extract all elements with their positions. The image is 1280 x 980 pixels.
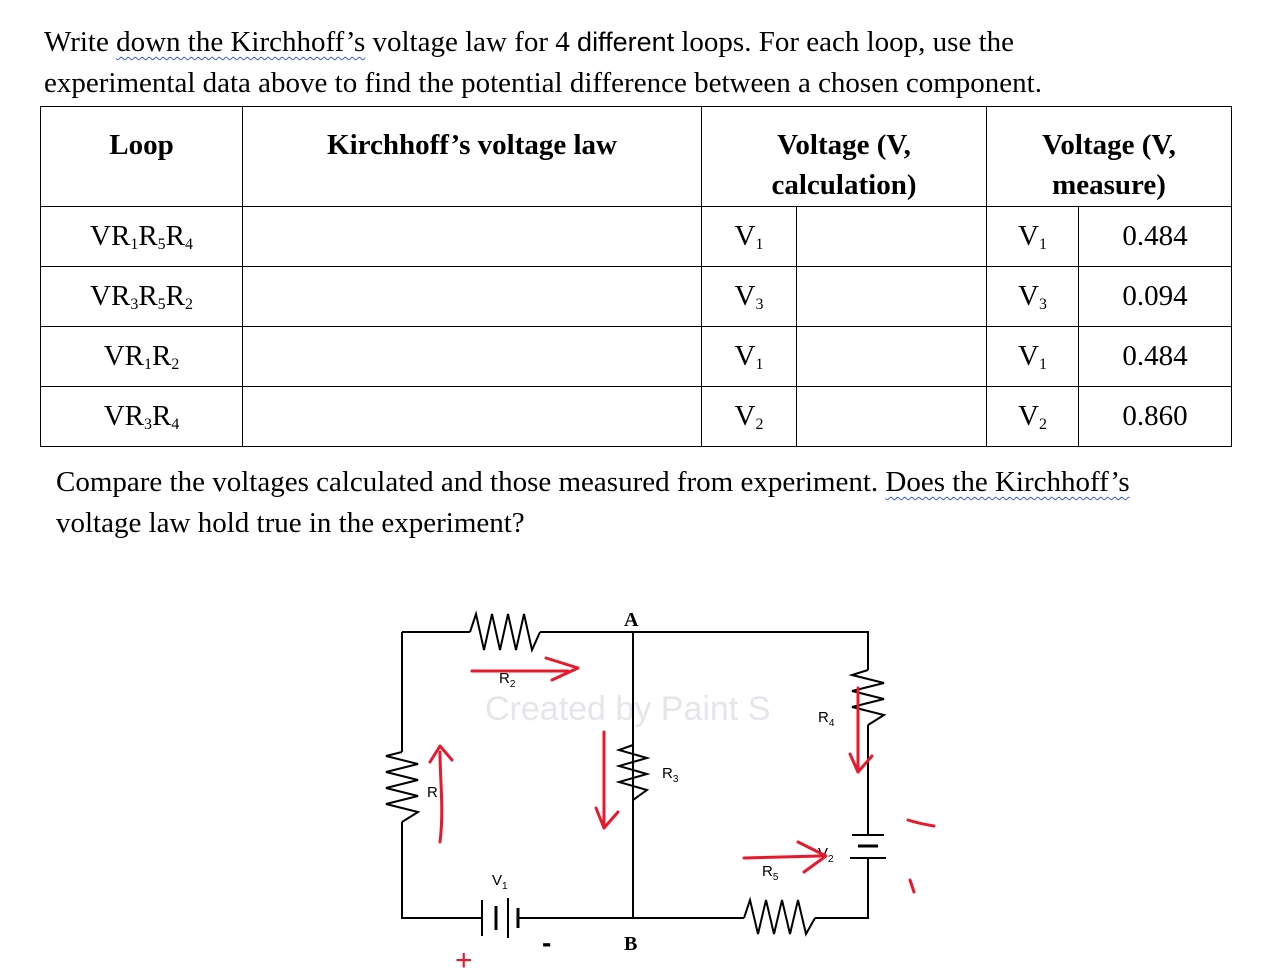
cell-calc-variable: $V_2$: [702, 387, 797, 447]
instructions-line-2: experimental data above to find the potential difference between a chosen component.: [44, 67, 1042, 99]
node-a-label: A: [624, 609, 639, 631]
table-row: [41, 267, 1232, 327]
instructions-word-different: different: [577, 27, 675, 57]
header-voltage-calculation: Voltage (V, calculation): [702, 107, 987, 207]
label-v2: $V_2$: [818, 845, 834, 865]
instructions-part-5: loops. For each loop, use the: [674, 26, 1015, 58]
minus-annotation-icon: [908, 820, 934, 826]
question-part-1: Compare the voltages calculated and those measured from experiment.: [56, 466, 886, 498]
plus-sign-annotation: +: [455, 944, 473, 977]
watermark-text: Created by Paint S: [485, 690, 771, 728]
label-r3: $R_3$: [662, 765, 679, 785]
label-v1: $V_1$: [492, 872, 508, 892]
question-underlined-phrase: Does the Kirchhoff’s: [885, 466, 1130, 498]
cell-law-empty[interactable]: [243, 207, 702, 267]
cell-law-empty[interactable]: [243, 267, 702, 327]
resistor-r2-zigzag: [470, 614, 540, 650]
current-arrow-r1-icon: [440, 752, 442, 842]
question-part-3: voltage law hold true in the experiment?: [56, 507, 525, 539]
battery-v2-icon: [850, 835, 886, 858]
table-row: [41, 387, 1232, 447]
cell-loop: $VR_1R_2$: [41, 327, 243, 387]
cell-loop: $VR_3R_4$: [41, 387, 243, 447]
label-r5: $R_5$: [762, 863, 779, 883]
instructions-underlined-phrase: down the Kirchhoff’s: [116, 26, 366, 58]
label-r2: $R_2$: [499, 670, 516, 690]
header-law: Kirchhoff’s voltage law: [243, 107, 702, 207]
battery-v1-icon: [482, 898, 518, 938]
header-voltage-measure: Voltage (V, measure): [987, 107, 1232, 207]
resistor-r1-zigzag: [386, 752, 418, 822]
minus-sign: -: [542, 927, 552, 958]
cell-calc-variable: $V_1$: [702, 207, 797, 267]
instructions-part-3: voltage law for 4: [365, 26, 578, 58]
label-r1: R: [427, 784, 438, 801]
resistor-r5-zigzag: [744, 900, 815, 934]
instructions-part-1: Write: [44, 26, 117, 58]
cell-measure-variable: $V_2$: [987, 387, 1079, 447]
label-r4: $R_4$: [818, 709, 835, 729]
table-header-row: [41, 107, 1232, 207]
cell-measure-value: 0.484: [1079, 207, 1232, 267]
question: [56, 462, 1226, 544]
instructions: [44, 22, 1234, 104]
current-arrow-r5-icon: [744, 856, 820, 858]
cell-law-empty[interactable]: [243, 327, 702, 387]
cell-measure-variable: $V_1$: [987, 327, 1079, 387]
cell-calc-value-empty[interactable]: [797, 207, 987, 267]
cell-measure-variable: $V_1$: [987, 207, 1079, 267]
cell-calc-value-empty[interactable]: [797, 387, 987, 447]
circuit-wires: [402, 632, 868, 918]
cell-calc-value-empty[interactable]: [797, 327, 987, 387]
cell-measure-value: 0.094: [1079, 267, 1232, 327]
cell-measure-variable: $V_3$: [987, 267, 1079, 327]
table-row: [41, 327, 1232, 387]
cell-law-empty[interactable]: [243, 387, 702, 447]
cell-calc-variable: $V_1$: [702, 327, 797, 387]
header-loop: Loop: [41, 107, 243, 207]
kvl-table: [40, 106, 1232, 447]
cell-loop: $VR_1R_5R_4$: [41, 207, 243, 267]
cell-loop: $VR_3R_5R_2$: [41, 267, 243, 327]
node-b-label: B: [624, 933, 638, 955]
table-row: [41, 207, 1232, 267]
cell-measure-value: 0.484: [1079, 327, 1232, 387]
plus-mark-annotation-icon: [910, 880, 914, 892]
cell-calc-value-empty[interactable]: [797, 267, 987, 327]
cell-measure-value: 0.860: [1079, 387, 1232, 447]
circuit-diagram: [0, 560, 1280, 980]
cell-calc-variable: $V_3$: [702, 267, 797, 327]
